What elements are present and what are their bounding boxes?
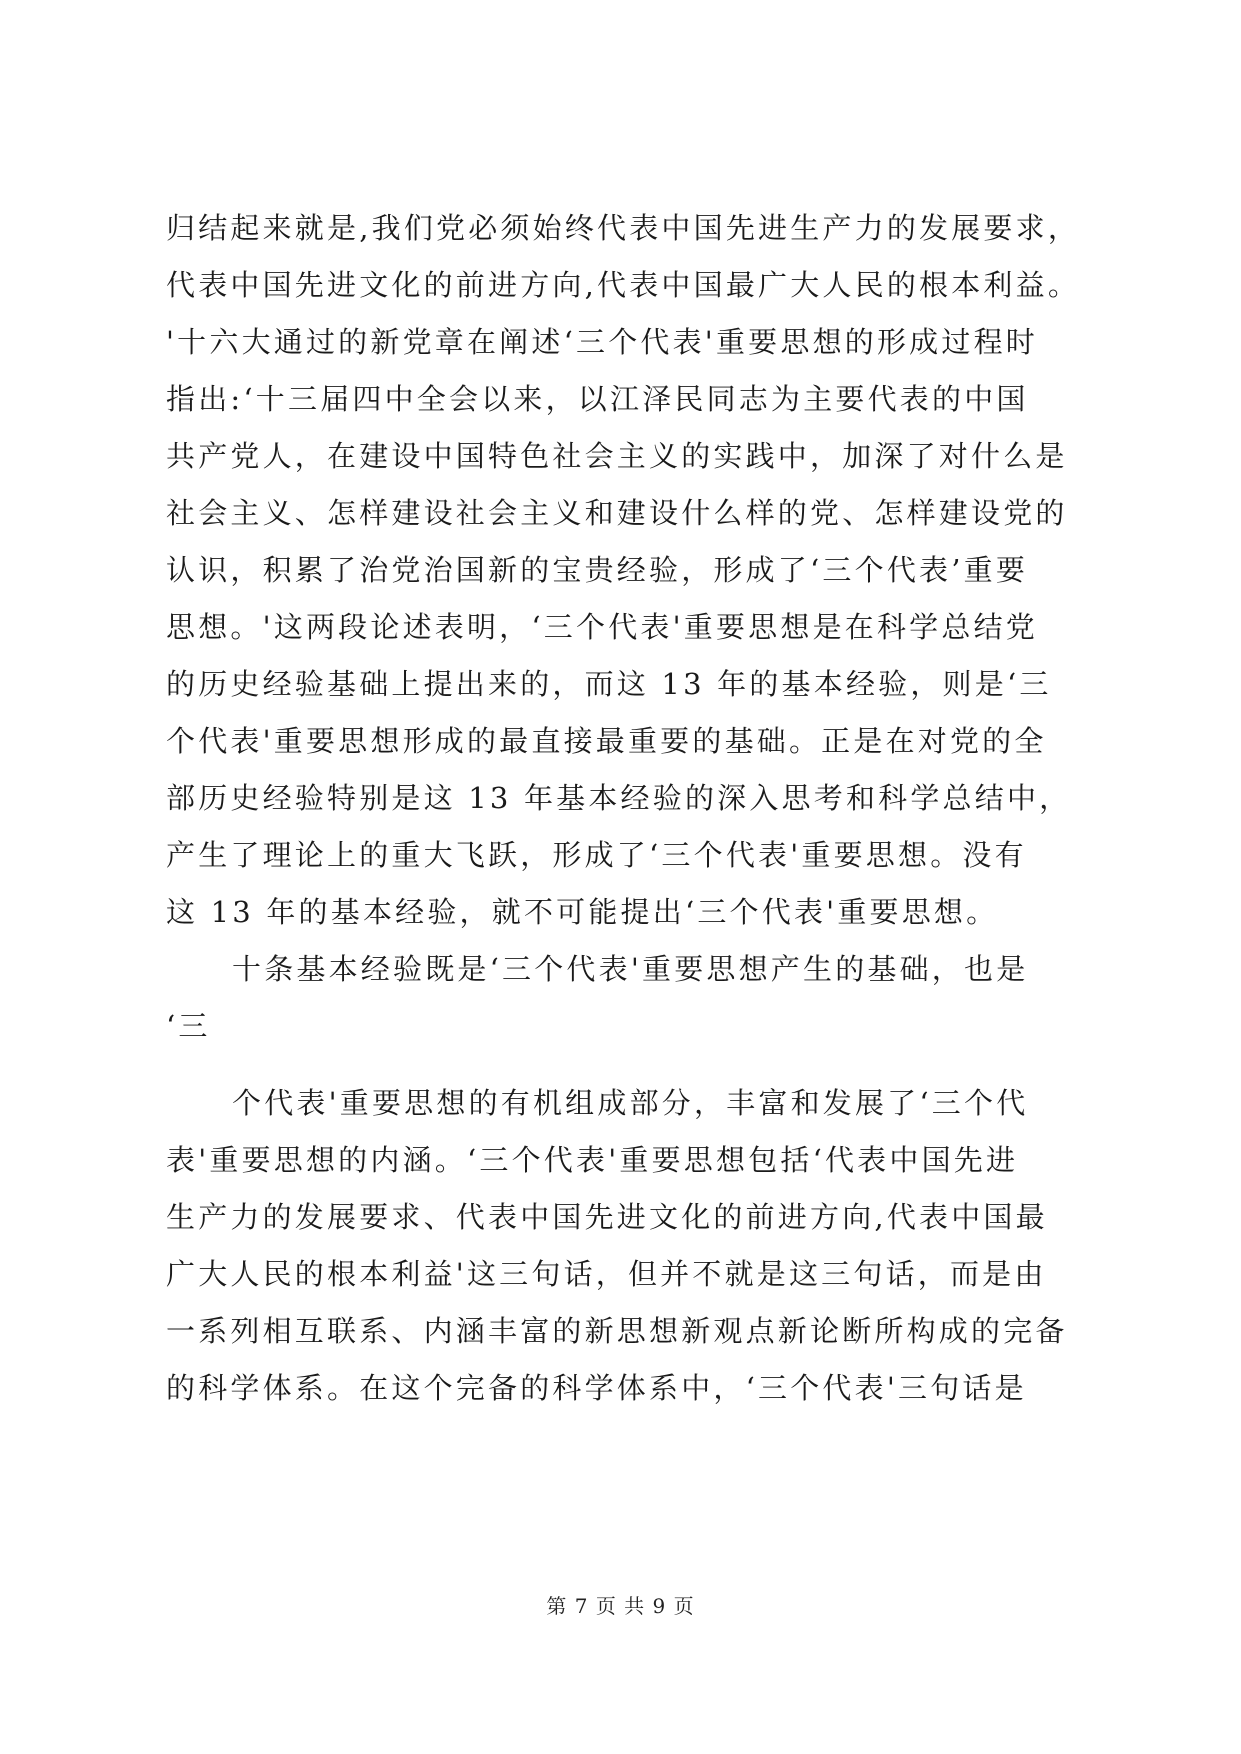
text-line: 生产力的发展要求、代表中国先进文化的前进方向,代表中国最	[166, 1200, 1048, 1234]
text-line: 共产党人，在建设中国特色社会主义的实践中，加深了对什么是	[166, 439, 1068, 473]
text-line: 认识，积累了治党治国新的宝贵经验，形成了‘三个代表’重要	[166, 553, 1029, 587]
text-line: 这 13 年的基本经验，就不可能提出‘三个代表'重要思想。	[166, 895, 999, 929]
text-line: 表'重要思想的内涵。‘三个代表'重要思想包括‘代表中国先进	[166, 1143, 1019, 1177]
text-line: 产生了理论上的重大飞跃，形成了‘三个代表'重要思想。没有	[166, 838, 1027, 872]
text-line: 归结起来就是,我们党必须始终代表中国先进生产力的发展要求，	[166, 211, 1081, 245]
paragraph-start-line: 个代表'重要思想的有机组成部分，丰富和发展了‘三个代	[232, 1086, 1029, 1120]
paragraph-start-line: 十条基本经验既是‘三个代表'重要思想产生的基础，也是	[232, 952, 1029, 986]
text-line: 一系列相互联系、内涵丰富的新思想新观点新论断所构成的完备	[166, 1314, 1068, 1348]
text-line: ‘三	[166, 1009, 211, 1043]
text-line: 的科学体系。在这个完备的科学体系中，‘三个代表'三句话是	[166, 1371, 1027, 1405]
text-line: 代表中国先进文化的前进方向,代表中国最广大人民的根本利益。	[166, 268, 1081, 302]
text-line: 指出:‘十三届四中全会以来，以江泽民同志为主要代表的中国	[166, 382, 1029, 416]
text-line: 思想。'这两段论述表明，‘三个代表'重要思想是在科学总结党	[166, 610, 1038, 644]
page-number-footer: 第 7 页 共 9 页	[546, 1594, 695, 1618]
text-line: 的历史经验基础上提出来的，而这 13 年的基本经验，则是‘三	[166, 667, 1052, 701]
text-line: 个代表'重要思想形成的最直接最重要的基础。正是在对党的全	[166, 724, 1047, 758]
text-line: 广大人民的根本利益'这三句话，但并不就是这三句话，而是由	[166, 1257, 1047, 1291]
text-line: '十六大通过的新党章在阐述‘三个代表'重要思想的形成过程时	[166, 325, 1038, 359]
text-line: 部历史经验特别是这 13 年基本经验的深入思考和科学总结中，	[166, 781, 1072, 815]
text-line: 社会主义、怎样建设社会主义和建设什么样的党、怎样建设党的	[166, 496, 1068, 530]
